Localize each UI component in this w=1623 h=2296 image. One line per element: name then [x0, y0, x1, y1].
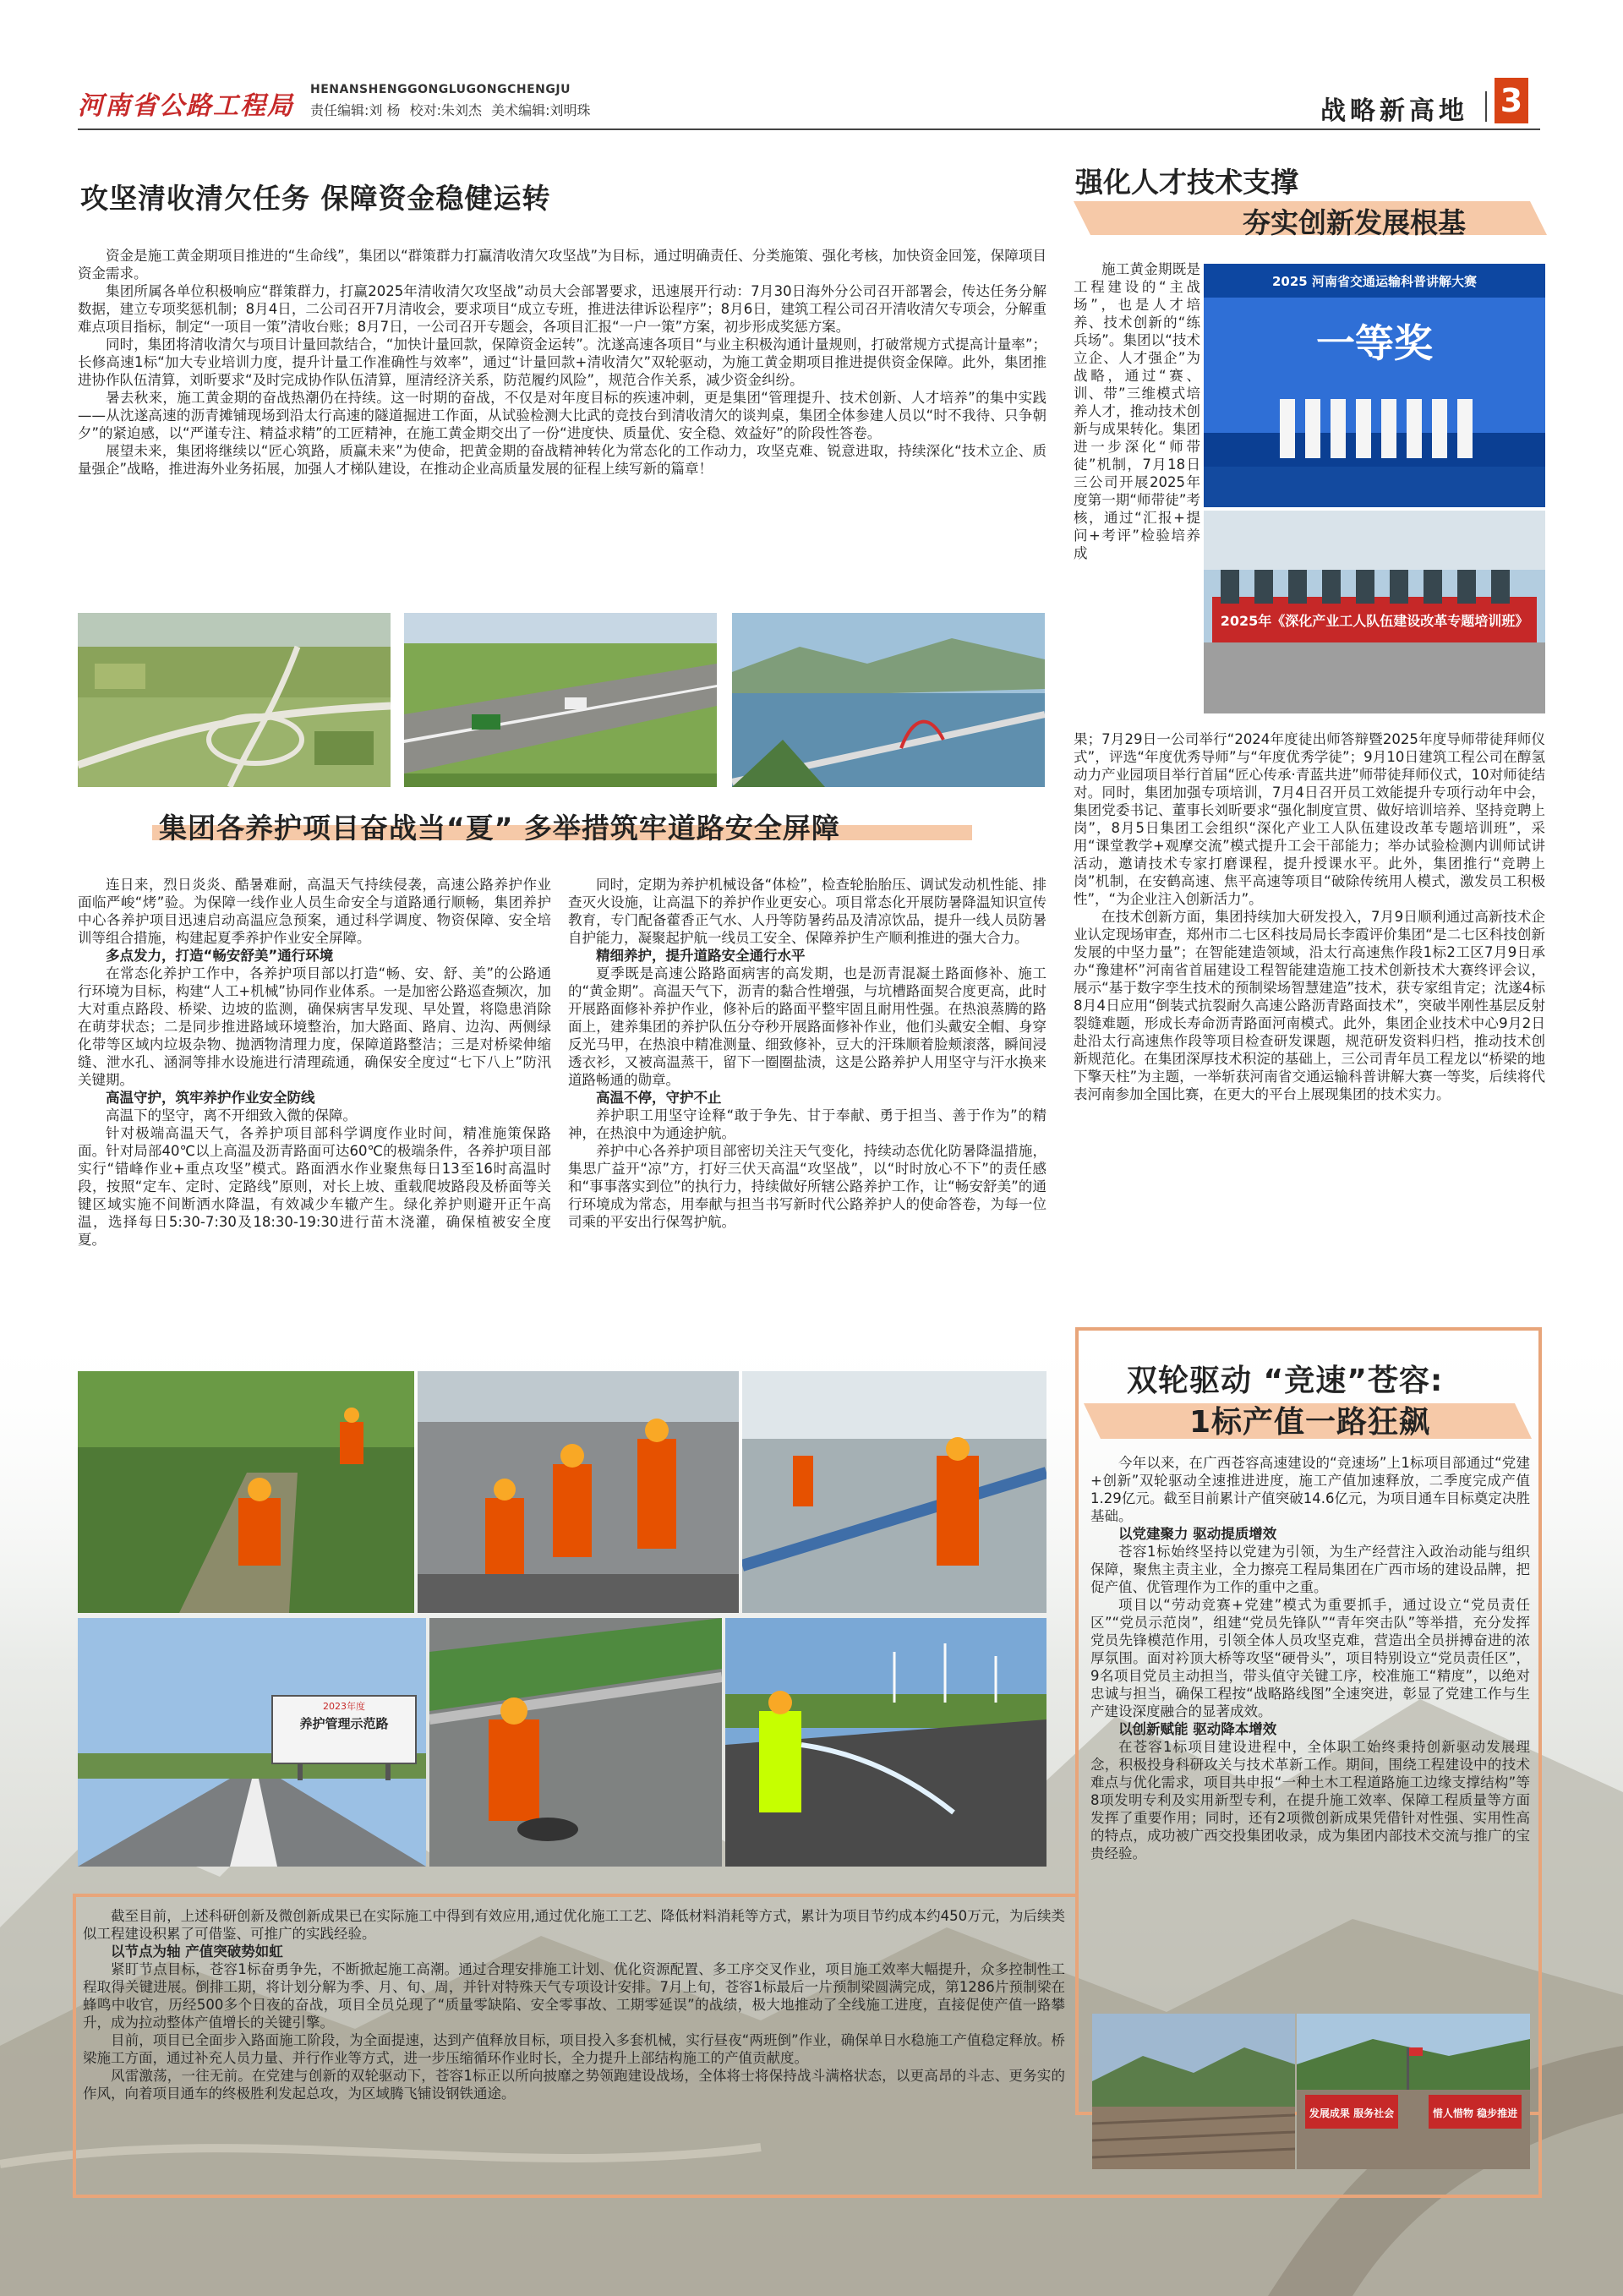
banner-right-text: 惜人惜物 稳步推进: [1432, 2107, 1518, 2119]
photo-maintenance-sign-road: [78, 1618, 426, 1867]
photo-construction-site-right: [1297, 2014, 1530, 2169]
article4-paragraph: 风雷激荡，一往无前。在党建与创新的双轮驱动下，苍容1标正以所向披靡之势领跑建设战场，全体将士将保持战斗满格状态，以更高昂的斗志、更务实的作风，向着项目通车的终极胜利发起总攻，为区域腾飞铺设钢铁通途。: [83, 2068, 1065, 2102]
article1-paragraph: 展望未来，集团将继续以“匠心筑路，质赢未来”为使命，把黄金期的奋战精神转化为常态化的工作动力，攻坚克难、锐意进取，持续深化“技术立企、质量强企”战略，推进海外业务拓展，加强人才梯队建设，在推动企业高质量发展的征程上续写新的篇章！: [78, 443, 1046, 477]
article2-subheading: 高温不停，守护不止: [596, 1090, 722, 1106]
article3-paragraph: 在技术创新方面，集团持续加大研发投入，7月9日顺利通过高新技术企业认定现场审查，郑州市二七区科技局局长李霞评价集团“是二七区科技创新发展的中坚力量”；在智能建造领域，沿太行高速焦作段1标2工区7月9日承办“豫建杯”河南省首届建设工程智能建造施工技术创新技术大赛终评会议，展示“基于数字孪生技术的预制梁场智慧建造”技术，获专家组肯定；沈遂4标8月4日应用“倒装式抗裂耐久高速公路沥青路面技术”，突破半刚性基层反射裂缝难题，形成长寿命沥青路面河南模式。此外，集团企业技术中心9月2日赴沿太行高速焦作段等项目检查研发课题，规范研发资料归档，推动技术创新规范化。在集团深厚技术积淀的基础上，三公司青年员工程龙以“桥梁的地下擎天柱”为主题，一举斩获河南省交通运输科普讲解大赛一等奖，后续将代表河南参加全国比赛，在更大的平台上展现集团的技术实力。: [1074, 909, 1545, 1102]
article1-title: 攻坚清收清欠任务 保障资金稳健运转: [80, 182, 551, 215]
article4-subheading: 以党建聚力 驱动提质增效: [1118, 1526, 1277, 1542]
sign-year-label: 2023年度: [323, 1701, 365, 1712]
sign-main-label: 养护管理示范路: [299, 1716, 389, 1731]
photo-highway-interchange: [78, 613, 391, 787]
page-number: 3: [1495, 78, 1528, 123]
photo-highway-trucks: [404, 613, 717, 787]
section-title: 战略新高地: [1320, 96, 1468, 126]
article2-subheading: 多点发力，打造“畅安舒美”通行环境: [106, 948, 334, 964]
article2-subheading: 精细养护，提升道路安全通行水平: [596, 948, 806, 964]
article4-paragraph: 截至目前，上述科研创新及微创新成果已在实际施工中得到有效应用,通过优化施工工艺、降低材料消耗等方式，累计为项目节约成本约450万元，为后续类似工程建设积累了可借鉴、可推广的实践经验。: [83, 1908, 1065, 1942]
article3-paragraph: 施工黄金期既是工程建设的“主战场”，也是人才培养、技术创新的“练兵场”。集团以“技术立企、人才强企”为战略，通过“赛、训、带”三维模式培养人才，推动技术创新与成果转化。集团进一步深化“师带徒”机制，7月18日三公司开展2025年度第一期“师带徒”考核，通过“汇报+提问+考评”检验培养成: [1074, 261, 1200, 561]
photo-worker-spraying: [725, 1618, 1046, 1867]
article3-title-line1: 强化人才技术支撑: [1075, 166, 1298, 199]
photo-worker-guardrail: [429, 1618, 722, 1867]
article3-paragraph: 果；7月29日一公司举行“2024年度徒出师答辩暨2025年度导师带徒拜师仪式”，评选“年度优秀导师”与“年度优秀学徒”；9月10日建筑工程公司在醇氢动力产业园项目举行首届“匠心传承·青蓝共进”师带徒拜师仪式，10对师徒结对。同时，集团加强专项培训，7月4日召开员工效能提升专项行动年中会，集团党委书记、董事长刘昕要求“强化制度宣贯、做好培训培养、坚持竞聘上岗”，8月5日集团工会组织“深化产业工人队伍建设改革专题培训班”，采用“课堂教学+观摩交流”模式提升工会干部能力；举办试验检测内训师试讲活动，邀请技术专家打磨课程，提升授课水平。此外，集团推行“竞聘上岗”机制，在安鹤高速、焦平高速等项目“破除传统用人模式，激发员工积极性”，“为企业注入创新活力”。: [1074, 731, 1545, 907]
award-banner-text: 2025 河南省交通运输科普讲解大赛: [1272, 274, 1477, 289]
article2-paragraph: 夏季既是高速公路路面病害的高发期，也是沥青混凝土路面修补、施工的“黄金期”。高温天气下，沥青的黏合性增强，与坑槽路面契合度更高，此时开展路面修补养护作业，修补后的路面平整牢固且耐用性强。在热浪蒸腾的路面上，建养集团的养护队伍分夺秒开展路面修补作业，他们头戴安全帽、身穿反光马甲，在热浪中精准测量、细致修补，豆大的汗珠顺着脸颊滚落，瞬间浸透衣衫，又被高温蒸干，留下一圈圈盐渍，这是公路养护人用坚守与汗水换来道路畅通的勋章。: [568, 965, 1046, 1088]
article1-paragraph: 集团所属各单位积极响应“群策群力，打赢2025年清收清欠攻坚战”动员大会部署要求，迅速展开行动：7月30日海外分公司召开部署会，传达任务分解数据，建立专项奖惩机制；8月4日，二公司召开7月清收会，要求项目“成立专班，推进法律诉讼程序”；8月6日，建筑工程公司召开清收清欠专项会，分解重难点项目指标，制定“一项目一策”清收台账；8月7日，一公司召开专题会，各项目汇报“一户一策”方案，初步形成奖惩方案。: [78, 283, 1046, 335]
article4-paragraph: 今年以来，在广西苍容高速建设的“竞速场”上1标项目部通过“党建+创新”双轮驱动全速推进进度，施工产值加速释放，二季度完成产值1.29亿元。截至目前累计产值突破14.6亿元，为项目通车目标奠定决胜基础。: [1090, 1455, 1530, 1524]
article4-title-line1: 双轮驱动 “竞速”苍容:: [1127, 1364, 1444, 1398]
article4-paragraph: 目前，项目已全面步入路面施工阶段，为全面提速，达到产值释放目标，项目投入多套机械，实行昼夜“两班倒”作业，确保单日水稳施工产值稳定释放。桥梁施工方面，通过补充人员力量、并行作业等方式，进一步压缩循环作业时长，全力提升上部结构施工的产值贡献度。: [83, 2032, 1065, 2066]
article4-bottom-column: [83, 1907, 1065, 2102]
training-banner-text: 2025年《深化产业工人队伍建设改革专题培训班》: [1220, 613, 1529, 629]
article4-title-line2: 1标产值一路狂飙: [1189, 1405, 1431, 1440]
article2-paragraph: 针对极端高温天气，各养护项目部科学调度作业时间，精准施策保路面。针对局部40℃以上高温及沥青路面可达60℃的极端条件，各养护项目部实行“错峰作业+重点攻坚”模式。路面洒水作业聚焦每日13至16时高温时段，按照“定车、定时、定路线”原则，对长上坡、重载爬坡路段及桥面等关键区域实施不间断洒水降温，有效减少车辙产生。绿化养护则避开正午高温，选择每日5:30-7:30及18:30-19:30进行苗木浇灌，确保植被安全度夏。: [78, 1125, 551, 1248]
editor-credits: [310, 100, 595, 119]
article2-subheading: 高温守护，筑牢养护作业安全防线: [106, 1090, 315, 1106]
article1-paragraph: 资金是施工黄金期项目推进的“生命线”，集团以“群策群力打赢清收清欠攻坚战”为目标，通过明确责任、分类施策、强化考核，加快资金回笼，保障项目资金需求。: [78, 248, 1046, 282]
article3-title-line2: 夯实创新发展根基: [1243, 206, 1466, 239]
article1-paragraph: 暑去秋来，施工黄金期的奋战热潮仍在持续。这一时期的奋战，不仅是对年度目标的疾速冲刺，更是集团“管理提升、技术创新、人才培养”的集中实践——从沈遂高速的沥青摊铺现场到沿太行高速的隧道掘进工作面，从试验检测大比武的竞技台到清收清欠的谈判桌，集团全体参建人员以“时不我待、只争朝夕”的紧迫感，以“严谨专注、精益求精”的工匠精神，在施工黄金期交出了一份“进度快、质量优、安全稳、效益好”的阶段性答卷。: [78, 390, 1046, 441]
article2-title: 集团各养护项目奋战当“夏” 多举措筑牢道路安全屏障: [159, 812, 840, 845]
article4-paragraph: 紧盯节点目标，苍容1标奋勇争先，不断掀起施工高潮。通过合理安排施工计划、优化资源配置、多工序交叉作业，项目施工效率大幅提升，众多控制性工程取得关键进展。倒排工期，将计划分解为季、月、旬、周，并针对特殊天气专项设计安排。7月上旬，苍容1标最后一片预制梁圆满完成，第1286片预制梁在蜂鸣中收官，历经500多个日夜的奋战，项目全员兑现了“质量零缺陷、安全零事故、工期零延误”的战绩，极大地推动了全线施工进度，直接促使产值一路攀升，成为拉动整体产值增长的关键引擎。: [83, 1961, 1065, 2031]
photo-construction-site-left: [1092, 2014, 1295, 2169]
header-separator: [1485, 91, 1487, 122]
article4-subheading: 以节点为轴 产值突破势如虹: [111, 1943, 283, 1960]
article2-paragraph: 高温下的坚守，离不开细致入微的保障。: [106, 1107, 357, 1123]
masthead: 河南省公路工程局: [78, 91, 294, 121]
article2-paragraph: 养护职工用坚守诠释“敢于争先、甘于奉献、勇于担当、善于作为”的精神，在热浪中为通途护航。: [568, 1107, 1046, 1141]
article2-paragraph: 同时，定期为养护机械设备“体检”，检查轮胎胎压、调试发动机性能、排查灭火设施，让高温下的养护作业更安心。项目常态化开展防暑降温知识宣传教育，专门配备藿香正气水、人丹等防暑药品及清凉饮品，提升一线人员防暑自护能力，凝聚起护航一线员工安全、保障养护生产顺利推进的强大合力。: [568, 877, 1046, 946]
article1-body: [78, 247, 1046, 478]
photo-bridge-lake: [732, 613, 1045, 787]
article4-right-column: [1090, 1454, 1530, 1862]
article2-paragraph: 在常态化养护工作中，各养护项目部以打造“畅、安、舒、美”的公路通行环境为目标，构建“人工+机械”协同作业体系。一是加密公路巡查频次，加大对重点路段、桥梁、边坡的监测，确保病害早发现、早处置，将隐患消除在萌芽状态；二是同步推进路域环境整治，加大路面、路肩、边沟、两侧绿化带等区域内垃圾杂物、抛洒物清理力度，保障道路整洁；三是对桥梁伸缩缝、泄水孔、涵洞等排水设施进行清理疏通，确保安全度过“七下八上”防汛关键期。: [78, 965, 551, 1088]
article3-narrow-column: [1074, 260, 1200, 562]
award-main-text: 一等奖: [1316, 320, 1433, 366]
article1-paragraph: 同时，集团将清收清欠与项目计量回款结合，“加快计量回款，保障资金运转”。沈遂高速各项目“与业主积极沟通计量规则，打破常规方式提高计量率”；长修高速1标“加大专业培训力度，提升计量工作准确性与效率”，通过“计量回款+清收清欠”双轮驱动，为施工黄金期项目推进提供资金保障。此外，集团推进协作队伍清算，刘昕要求“及时完成协作队伍清算，厘清经济关系，防范履约风险”，规范合作关系，减少资金纠纷。: [78, 336, 1046, 388]
photo-worker-bridge: [742, 1371, 1046, 1613]
article4-paragraph: 苍容1标始终坚持以党建为引领，为生产经营注入政治动能与组织保障，聚焦主责主业，全力擦亮工程局集团在广西市场的建设品牌，把促产值、优管理作为工作的重中之重。: [1090, 1544, 1530, 1595]
article4-frame-link: [73, 1894, 1079, 1897]
article3-wide-column: [1074, 730, 1545, 1103]
article2-column1: [78, 876, 551, 1249]
header-rule: [78, 128, 1540, 130]
article2-column2: [568, 876, 1046, 1231]
banner-left-text: 发展成果 服务社会: [1309, 2107, 1395, 2119]
article4-subheading: 以创新赋能 驱动降本增效: [1118, 1721, 1277, 1737]
photo-worker-ditch: [78, 1371, 414, 1613]
masthead-pinyin: HENANSHENGGONGLUGONGCHENGJU: [310, 83, 571, 96]
article4-paragraph: 在苍容1标项目建设进程中，全体职工始终秉持创新驱动发展理念，积极投身科研攻关与技术革新工作。期间，围绕工程建设中的技术难点与优化需求，项目共申报“一种土木工程道路施工边缘支撑结构”等8项发明专利及实用新型专利，在提升施工效率、保障工程质量等方面发挥了重要作用；同时，还有2项微创新成果凭借针对性强、实用性高的特点，成功被广西交投集团收录，成为集团内部技术交流与推广的宝贵经验。: [1090, 1739, 1530, 1861]
editor-responsible: 责任编辑:刘 杨: [310, 102, 401, 118]
editor-art: 美术编辑:刘明珠: [491, 102, 591, 118]
editor-proofreader: 校对:朱刘杰: [409, 102, 482, 118]
photo-award-ceremony: [1204, 264, 1545, 507]
photo-training-group: [1204, 511, 1545, 713]
article2-paragraph: 连日来，烈日炎炎、酷暑难耐，高温天气持续侵袭，高速公路养护作业面临严峻“烤”验。为保障一线作业人员生命安全与道路通行顺畅，集团养护中心各养护项目迅速启动高温应急预案，通过科学调度、物资保障、安全培训等组合措施，构建起夏季养护作业安全屏障。: [78, 877, 551, 946]
article2-paragraph: 养护中心各养护项目部密切关注天气变化，持续动态优化防暑降温措施，集思广益开“凉”方，打好三伏天高温“攻坚战”，以“时时放心不下”的责任感和“事事落实到位”的执行力，持续做好所辖公路养护工作，让“畅安舒美”的通行环境成为常态，用奉献与担当书写新时代公路养护人的使命答卷，为每一位司乘的平安出行保驾护航。: [568, 1143, 1046, 1230]
photo-road-repair-team: [418, 1371, 739, 1613]
article4-paragraph: 项目以“劳动竞赛+党建”模式为重要抓手，通过设立“党员责任区”“党员示范岗”，组建“党员先锋队”“青年突击队”等举措，充分发挥党员先锋模范作用，引领全体人员攻坚克难，营造出全员拼搏奋进的浓厚氛围。面对衿顶大桥等攻坚“硬骨头”，项目特别设立“党员责任区”，9名项目党员主动担当，带头值守关键工序，校准施工“精度”，以绝对忠诚与担当，确保工程按“战略路线图”全速突进，彰显了党建工作与生产建设深度融合的显著成效。: [1090, 1597, 1530, 1719]
